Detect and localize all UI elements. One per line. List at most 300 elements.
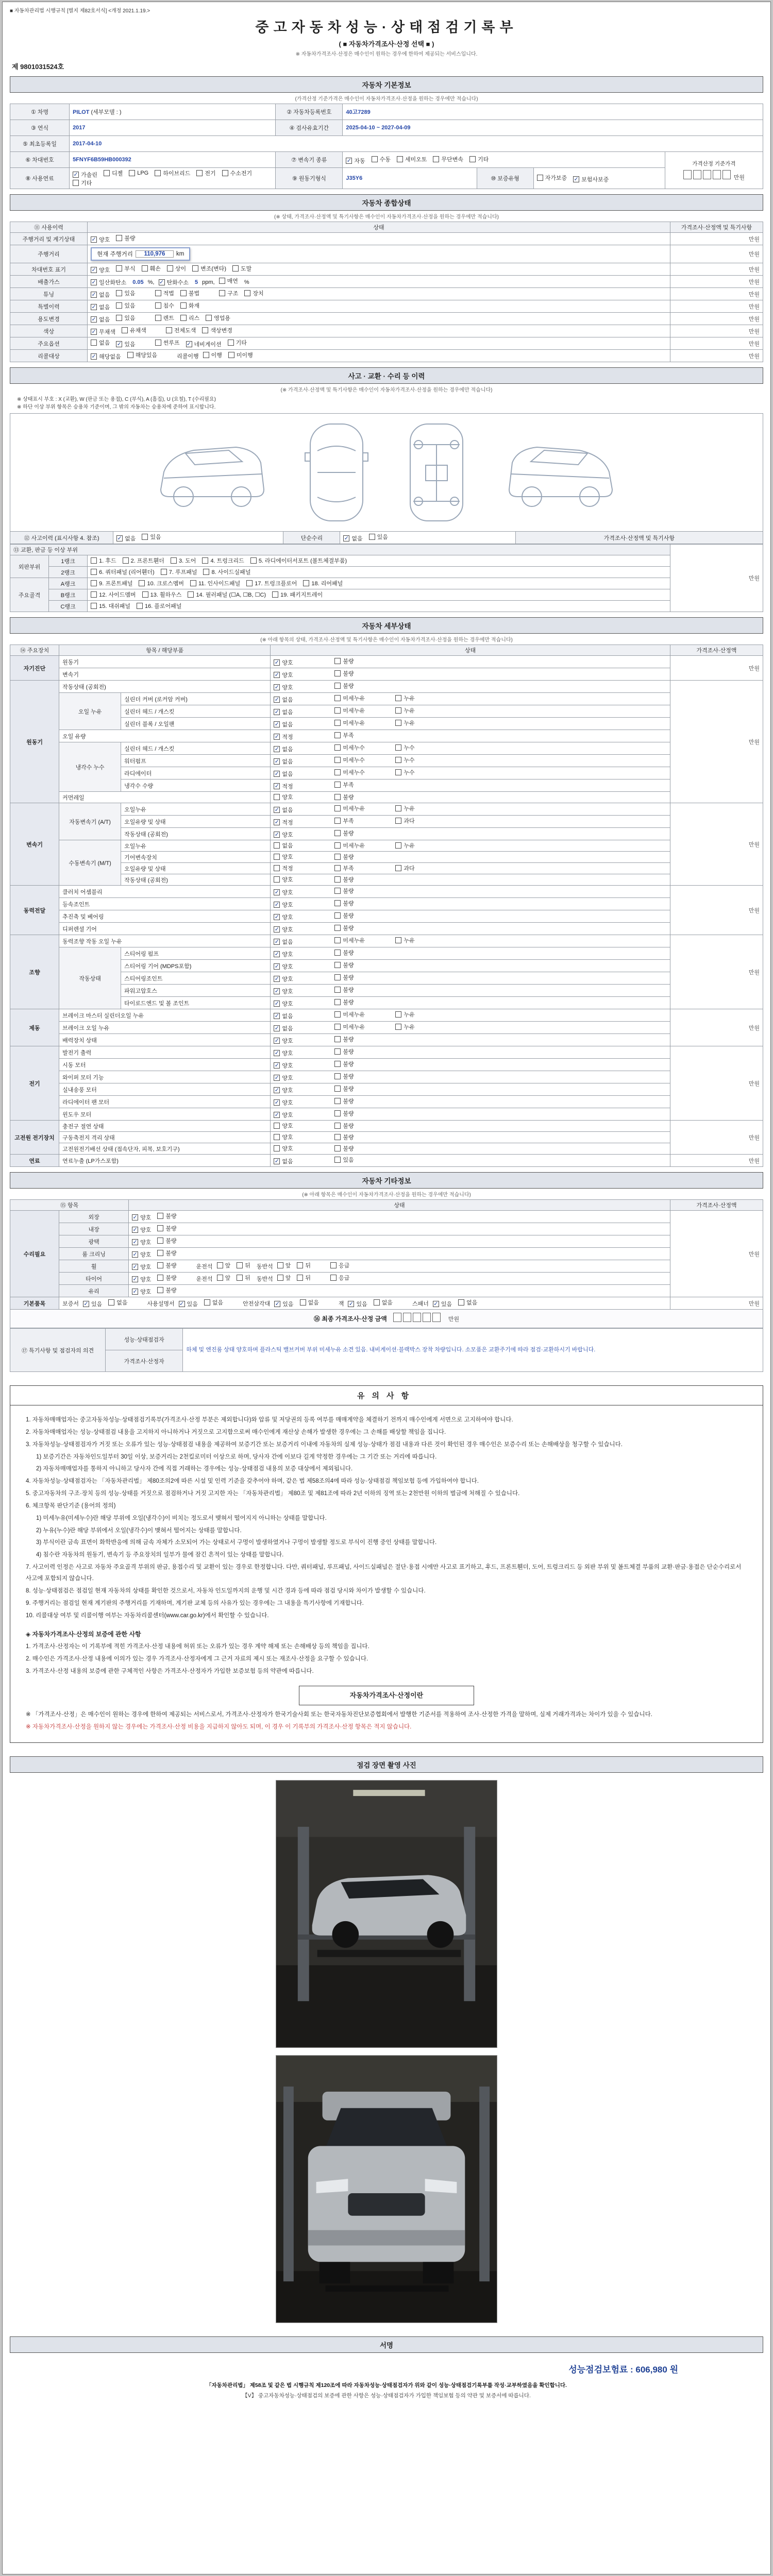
checkbox-앞[interactable] (217, 1261, 231, 1269)
checkbox-box[interactable]: ✓ (274, 758, 279, 765)
checkbox-있음[interactable] (274, 1300, 293, 1308)
checkbox-box[interactable] (334, 670, 341, 676)
checkbox-누유[interactable] (395, 841, 414, 850)
checkbox-box[interactable] (395, 720, 401, 726)
checkbox-양호[interactable] (132, 1213, 151, 1222)
checkbox-box[interactable] (157, 1250, 163, 1256)
checkbox-box[interactable]: ✓ (274, 832, 279, 838)
checkbox-box[interactable]: ✓ (132, 1264, 138, 1270)
checkbox-box[interactable]: ✓ (344, 535, 349, 541)
checkbox-없음[interactable] (274, 745, 293, 753)
checkbox-box[interactable] (297, 1262, 303, 1268)
checkbox-box[interactable]: ✓ (274, 746, 279, 752)
checkbox-box[interactable]: ✓ (274, 1013, 279, 1019)
checkbox-box[interactable]: ✓ (274, 988, 279, 994)
checkbox-불량[interactable] (334, 973, 354, 981)
checkbox-box[interactable]: ✓ (91, 236, 96, 243)
checkbox-box[interactable] (334, 999, 341, 1005)
checkbox-있음[interactable] (116, 314, 135, 322)
checkbox-box[interactable] (334, 1024, 341, 1030)
checkbox-13. 휠하우스[interactable] (142, 590, 182, 599)
checkbox-box[interactable] (334, 1086, 341, 1092)
checkbox-box[interactable] (277, 1262, 283, 1268)
checkbox-box[interactable]: ✓ (186, 341, 192, 347)
checkbox-없음[interactable] (91, 338, 110, 347)
checkbox-불량[interactable] (334, 911, 354, 920)
checkbox-box[interactable]: ✓ (274, 939, 279, 945)
checkbox-응급[interactable] (330, 1261, 349, 1269)
checkbox-있음[interactable] (83, 1300, 102, 1308)
checkbox-불량[interactable] (334, 853, 354, 861)
checkbox-box[interactable] (180, 302, 187, 309)
checkbox-box[interactable] (395, 707, 401, 714)
checkbox-전기[interactable] (196, 169, 215, 177)
checkbox-없음[interactable] (274, 1012, 293, 1020)
checkbox-미이행[interactable] (228, 351, 253, 359)
checkbox-있음[interactable] (179, 1300, 198, 1308)
checkbox-미세누유[interactable] (334, 706, 365, 715)
checkbox-15. 대쉬패널[interactable] (91, 602, 130, 610)
checkbox-box[interactable] (334, 769, 341, 775)
checkbox-양호[interactable] (274, 658, 293, 667)
checkbox-box[interactable] (395, 1024, 401, 1030)
checkbox-box[interactable] (219, 290, 225, 296)
checkbox-box[interactable] (157, 1225, 163, 1231)
checkbox-box[interactable] (334, 830, 341, 836)
checkbox-불량[interactable] (157, 1224, 176, 1232)
checkbox-양호[interactable] (274, 793, 293, 801)
checkbox-불량[interactable] (334, 682, 354, 690)
checkbox-불량[interactable] (334, 657, 354, 665)
checkbox-누유[interactable] (395, 719, 414, 727)
checkbox-box[interactable] (116, 290, 122, 296)
checkbox-없음[interactable] (274, 757, 293, 766)
checkbox-box[interactable] (91, 580, 97, 586)
checkbox-box[interactable] (334, 1123, 341, 1129)
checkbox-있음[interactable] (116, 301, 135, 310)
checkbox-box[interactable] (374, 1299, 380, 1306)
checkbox-양호[interactable] (274, 875, 293, 884)
checkbox-양호[interactable] (274, 1133, 293, 1141)
checkbox-8. 사이드실패널[interactable] (203, 568, 250, 576)
checkbox-box[interactable] (334, 974, 341, 980)
checkbox-box[interactable] (188, 591, 194, 598)
checkbox-box[interactable] (161, 569, 167, 575)
checkbox-box[interactable]: ✓ (274, 1158, 279, 1164)
checkbox-부식[interactable] (116, 264, 135, 273)
checkbox-box[interactable]: ✓ (274, 1001, 279, 1007)
checkbox-불량[interactable] (116, 234, 135, 242)
checkbox-양호[interactable] (132, 1250, 151, 1259)
checkbox-box[interactable]: ✓ (346, 157, 351, 164)
checkbox-box[interactable]: ✓ (132, 1289, 138, 1295)
checkbox-양호[interactable] (274, 1086, 293, 1094)
checkbox-미세누유[interactable] (334, 1023, 365, 1031)
checkbox-색상변경[interactable] (202, 326, 232, 334)
checkbox-누유[interactable] (395, 706, 414, 715)
checkbox-box[interactable] (300, 1299, 306, 1306)
checkbox-뒤[interactable] (237, 1261, 250, 1269)
checkbox-box[interactable] (157, 1213, 163, 1219)
checkbox-없음[interactable] (204, 1298, 223, 1307)
checkbox-box[interactable] (330, 1275, 337, 1281)
checkbox-box[interactable]: ✓ (348, 1301, 354, 1307)
checkbox-box[interactable]: ✓ (117, 535, 122, 541)
checkbox-불량[interactable] (334, 1060, 354, 1068)
checkbox-box[interactable] (137, 603, 143, 609)
checkbox-LPG[interactable] (129, 170, 148, 176)
checkbox-적정[interactable] (274, 733, 293, 741)
checkbox-누수[interactable] (395, 743, 414, 752)
checkbox-box[interactable] (142, 591, 148, 598)
checkbox-있음[interactable] (116, 289, 135, 297)
checkbox-box[interactable]: ✓ (83, 1301, 89, 1307)
checkbox-없음[interactable] (274, 696, 293, 704)
checkbox-box[interactable] (180, 315, 187, 321)
checkbox-도말[interactable] (232, 264, 251, 273)
checkbox-box[interactable] (157, 1238, 163, 1244)
checkbox-box[interactable]: ✓ (116, 341, 122, 347)
checkbox-box[interactable] (334, 818, 341, 824)
checkbox-box[interactable] (334, 782, 341, 788)
checkbox-자동[interactable] (346, 157, 365, 165)
checkbox-불량[interactable] (334, 1122, 354, 1130)
checkbox-box[interactable] (250, 557, 257, 564)
checkbox-box[interactable] (395, 695, 401, 701)
checkbox-앞[interactable] (217, 1274, 231, 1282)
checkbox-box[interactable] (334, 912, 341, 919)
checkbox-양호[interactable] (274, 975, 293, 983)
checkbox-box[interactable] (122, 327, 128, 333)
checkbox-해당있음[interactable] (127, 351, 158, 359)
checkbox-box[interactable] (171, 557, 177, 564)
checkbox-미세누수[interactable] (334, 756, 365, 764)
checkbox-box[interactable] (334, 1145, 341, 1151)
checkbox-양호[interactable] (132, 1263, 151, 1271)
checkbox-box[interactable] (180, 290, 187, 296)
checkbox-box[interactable]: ✓ (159, 279, 164, 285)
checkbox-적정[interactable] (274, 864, 293, 872)
checkbox-box[interactable] (206, 315, 212, 321)
checkbox-box[interactable] (190, 580, 196, 586)
checkbox-box[interactable] (334, 1157, 341, 1163)
checkbox-불량[interactable] (334, 961, 354, 969)
checkbox-일산화탄소[interactable] (91, 278, 126, 286)
checkbox-box[interactable] (142, 534, 148, 540)
checkbox-네비게이션[interactable] (186, 340, 222, 348)
checkbox-box[interactable]: ✓ (274, 1062, 279, 1069)
checkbox-box[interactable] (204, 1299, 210, 1306)
checkbox-box[interactable] (334, 962, 341, 968)
checkbox-1. 후드[interactable] (91, 556, 116, 565)
checkbox-box[interactable] (272, 591, 278, 598)
checkbox-box[interactable]: ✓ (274, 1112, 279, 1118)
checkbox-box[interactable]: ✓ (274, 721, 279, 727)
checkbox-box[interactable]: ✓ (274, 902, 279, 908)
checkbox-누유[interactable] (395, 1010, 414, 1019)
checkbox-box[interactable]: ✓ (574, 176, 579, 182)
checkbox-있음[interactable] (369, 533, 388, 541)
checkbox-box[interactable] (116, 315, 122, 321)
checkbox-미세누유[interactable] (334, 1010, 365, 1019)
checkbox-없음[interactable] (458, 1298, 477, 1307)
checkbox-box[interactable] (395, 842, 401, 849)
checkbox-미세누유[interactable] (334, 804, 365, 812)
checkbox-불량[interactable] (157, 1274, 176, 1282)
checkbox-미세누유[interactable] (334, 694, 365, 702)
checkbox-양호[interactable] (274, 1074, 293, 1082)
checkbox-불량[interactable] (334, 948, 354, 957)
checkbox-box[interactable] (232, 265, 239, 272)
checkbox-불량[interactable] (157, 1236, 176, 1245)
checkbox-box[interactable] (246, 580, 253, 586)
checkbox-box[interactable] (334, 1048, 341, 1055)
checkbox-세미오토[interactable] (397, 155, 427, 163)
checkbox-14. 필러패널 (☐A, ☐B, ☐C)[interactable] (188, 590, 266, 599)
checkbox-box[interactable]: ✓ (132, 1276, 138, 1282)
checkbox-없음[interactable] (274, 1157, 293, 1165)
checkbox-box[interactable] (116, 265, 122, 272)
checkbox-기타[interactable] (73, 179, 92, 187)
checkbox-없음[interactable] (108, 1298, 127, 1307)
checkbox-box[interactable]: ✓ (274, 1075, 279, 1081)
checkbox-없음[interactable] (274, 806, 293, 814)
checkbox-양호[interactable] (274, 999, 293, 1008)
checkbox-누유[interactable] (395, 804, 414, 812)
checkbox-양호[interactable] (274, 888, 293, 896)
checkbox-무단변속[interactable] (433, 155, 463, 163)
checkbox-기타[interactable] (228, 338, 247, 347)
checkbox-box[interactable] (166, 327, 172, 333)
checkbox-뒤[interactable] (297, 1274, 311, 1282)
checkbox-불량[interactable] (157, 1261, 176, 1269)
checkbox-box[interactable]: ✓ (274, 697, 279, 703)
checkbox-box[interactable]: ✓ (274, 709, 279, 715)
checkbox-17. 트렁크플로어[interactable] (246, 579, 297, 587)
checkbox-없음[interactable] (274, 841, 293, 850)
checkbox-box[interactable] (274, 794, 280, 800)
checkbox-부족[interactable] (334, 864, 354, 872)
checkbox-box[interactable] (334, 937, 341, 943)
checkbox-불량[interactable] (334, 1109, 354, 1117)
checkbox-양호[interactable] (274, 1111, 293, 1119)
checkbox-침수[interactable] (155, 301, 174, 310)
checkbox-box[interactable] (222, 170, 228, 176)
checkbox-양호[interactable] (274, 962, 293, 971)
checkbox-box[interactable]: ✓ (274, 889, 279, 895)
checkbox-전체도색[interactable] (166, 326, 196, 334)
checkbox-box[interactable] (91, 591, 97, 598)
checkbox-box[interactable] (334, 1061, 341, 1067)
checkbox-box[interactable]: ✓ (275, 1301, 280, 1307)
checkbox-box[interactable] (334, 720, 341, 726)
checkbox-box[interactable]: ✓ (73, 172, 78, 178)
checkbox-box[interactable] (202, 557, 208, 564)
checkbox-box[interactable] (334, 842, 341, 849)
checkbox-box[interactable] (334, 695, 341, 701)
checkbox-16. 플로어패널[interactable] (137, 602, 181, 610)
checkbox-box[interactable] (334, 876, 341, 883)
checkbox-18. 리어패널[interactable] (303, 579, 343, 587)
checkbox-불량[interactable] (334, 1047, 354, 1056)
checkbox-box[interactable]: ✓ (132, 1214, 138, 1221)
checkbox-box[interactable]: ✓ (274, 807, 279, 813)
checkbox-box[interactable]: ✓ (433, 1301, 439, 1307)
checkbox-box[interactable]: ✓ (274, 1087, 279, 1093)
checkbox-양호[interactable] (132, 1226, 151, 1234)
checkbox-box[interactable] (91, 603, 97, 609)
checkbox-box[interactable] (237, 1262, 243, 1268)
checkbox-과다[interactable] (395, 817, 414, 825)
checkbox-box[interactable] (157, 1262, 163, 1268)
checkbox-적정[interactable] (274, 818, 293, 826)
checkbox-box[interactable] (330, 1262, 337, 1268)
checkbox-box[interactable] (334, 794, 341, 800)
checkbox-있음[interactable] (142, 533, 161, 541)
checkbox-box[interactable]: ✓ (274, 659, 279, 666)
checkbox-box[interactable]: ✓ (91, 304, 96, 310)
checkbox-box[interactable] (217, 1262, 223, 1268)
checkbox-없음[interactable] (274, 708, 293, 716)
checkbox-box[interactable] (203, 352, 209, 358)
checkbox-box[interactable]: ✓ (274, 734, 279, 740)
checkbox-6. 쿼터패널 (리어휀더)[interactable] (91, 568, 155, 576)
checkbox-7. 루프패널[interactable] (161, 568, 197, 576)
checkbox-4. 트렁크리드[interactable] (202, 556, 244, 565)
checkbox-부족[interactable] (334, 781, 354, 789)
checkbox-없음[interactable] (274, 1024, 293, 1032)
checkbox-영업용[interactable] (206, 314, 230, 322)
checkbox-2. 프론트휀더[interactable] (123, 556, 164, 565)
checkbox-box[interactable] (274, 1134, 280, 1140)
checkbox-과다[interactable] (395, 864, 414, 872)
checkbox-box[interactable]: ✓ (91, 292, 96, 298)
checkbox-뒤[interactable] (237, 1274, 250, 1282)
checkbox-3. 도어[interactable] (171, 556, 196, 565)
checkbox-보험사보증[interactable] (573, 175, 609, 183)
checkbox-box[interactable] (334, 1134, 341, 1140)
checkbox-box[interactable] (274, 1145, 280, 1151)
checkbox-box[interactable] (157, 1287, 163, 1293)
checkbox-box[interactable]: ✓ (274, 819, 279, 825)
checkbox-box[interactable] (334, 950, 341, 956)
checkbox-box[interactable] (108, 1299, 114, 1306)
checkbox-양호[interactable] (274, 950, 293, 958)
checkbox-box[interactable] (334, 925, 341, 931)
checkbox-box[interactable] (334, 865, 341, 871)
checkbox-앞[interactable] (277, 1261, 291, 1269)
checkbox-없음[interactable] (274, 938, 293, 946)
checkbox-없음[interactable] (91, 291, 110, 299)
checkbox-뒤[interactable] (297, 1261, 311, 1269)
checkbox-불량[interactable] (334, 998, 354, 1006)
checkbox-box[interactable]: ✓ (91, 279, 96, 285)
checkbox-box[interactable] (334, 1036, 341, 1042)
checkbox-누수[interactable] (395, 756, 414, 764)
checkbox-훼손[interactable] (142, 264, 161, 273)
checkbox-box[interactable] (395, 818, 401, 824)
checkbox-box[interactable] (334, 1011, 341, 1018)
checkbox-box[interactable] (395, 757, 401, 763)
checkbox-9. 프론트패널[interactable] (91, 579, 132, 587)
checkbox-box[interactable] (334, 1073, 341, 1079)
checkbox-box[interactable] (237, 1275, 243, 1281)
checkbox-box[interactable]: ✓ (179, 1301, 184, 1307)
checkbox-불량[interactable] (334, 986, 354, 994)
checkbox-썬루프[interactable] (155, 338, 180, 347)
checkbox-box[interactable] (297, 1275, 303, 1281)
checkbox-box[interactable] (155, 290, 161, 296)
checkbox-양호[interactable] (274, 1122, 293, 1130)
checkbox-자가보증[interactable] (537, 174, 567, 182)
checkbox-box[interactable] (139, 580, 145, 586)
checkbox-불량[interactable] (334, 887, 354, 895)
checkbox-box[interactable] (129, 170, 135, 176)
checkbox-box[interactable] (196, 170, 203, 176)
checkbox-불량[interactable] (334, 1097, 354, 1105)
checkbox-미세누유[interactable] (334, 719, 365, 727)
checkbox-box[interactable] (192, 265, 198, 272)
checkbox-box[interactable] (395, 805, 401, 811)
checkbox-box[interactable]: ✓ (132, 1239, 138, 1245)
checkbox-불량[interactable] (334, 1072, 354, 1080)
checkbox-box[interactable]: ✓ (274, 684, 279, 690)
checkbox-box[interactable] (537, 175, 543, 181)
checkbox-불량[interactable] (334, 829, 354, 837)
checkbox-없음[interactable] (116, 534, 136, 543)
checkbox-적법[interactable] (155, 289, 174, 297)
checkbox-있음[interactable] (334, 1156, 354, 1164)
checkbox-없음[interactable] (343, 534, 362, 543)
checkbox-구조[interactable] (219, 289, 238, 297)
checkbox-box[interactable] (274, 854, 280, 860)
checkbox-box[interactable] (334, 888, 341, 894)
checkbox-응급[interactable] (330, 1274, 349, 1282)
checkbox-box[interactable] (202, 327, 208, 333)
checkbox-기타[interactable] (469, 155, 489, 163)
checkbox-box[interactable] (157, 1275, 163, 1281)
checkbox-box[interactable] (334, 1098, 341, 1104)
checkbox-box[interactable] (167, 265, 173, 272)
checkbox-양호[interactable] (274, 1037, 293, 1045)
checkbox-box[interactable]: ✓ (132, 1251, 138, 1258)
checkbox-box[interactable] (395, 744, 401, 751)
checkbox-없음[interactable] (274, 720, 293, 728)
checkbox-box[interactable] (277, 1275, 283, 1281)
checkbox-box[interactable] (458, 1299, 464, 1306)
checkbox-box[interactable] (395, 769, 401, 775)
checkbox-box[interactable] (155, 170, 161, 176)
checkbox-무채색[interactable] (91, 328, 115, 336)
checkbox-box[interactable] (123, 557, 129, 564)
checkbox-box[interactable] (155, 315, 161, 321)
checkbox-box[interactable] (91, 557, 97, 564)
checkbox-box[interactable] (217, 1275, 223, 1281)
checkbox-불량[interactable] (334, 793, 354, 801)
checkbox-없음[interactable] (300, 1298, 319, 1307)
checkbox-유채색[interactable] (122, 326, 146, 334)
checkbox-box[interactable] (274, 865, 280, 871)
checkbox-양호[interactable] (274, 1061, 293, 1070)
checkbox-양호[interactable] (274, 1049, 293, 1057)
checkbox-box[interactable] (116, 235, 122, 241)
checkbox-box[interactable] (334, 854, 341, 860)
checkbox-부족[interactable] (334, 731, 354, 739)
checkbox-렌트[interactable] (155, 314, 174, 322)
checkbox-12. 사이드멤버[interactable] (91, 590, 136, 599)
checkbox-불량[interactable] (334, 1084, 354, 1093)
checkbox-box[interactable] (228, 340, 234, 346)
